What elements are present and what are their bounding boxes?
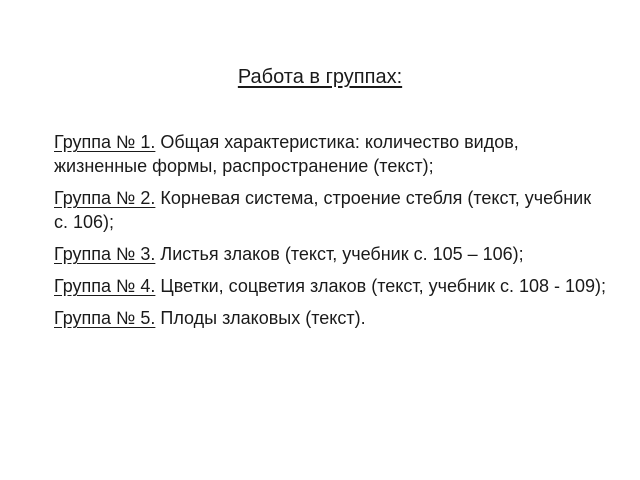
group-label-4: Группа № 4.	[54, 276, 156, 296]
slide-title-text: Работа в группах:	[237, 66, 403, 88]
slide-title	[0, 64, 640, 90]
group-text-4: Цветки, соцветия злаков (текст, учебник с. 108 - 109);	[155, 276, 606, 296]
group-label-2: Группа № 2.	[54, 188, 156, 208]
group-item-5	[54, 306, 610, 330]
group-label-5: Группа № 5.	[54, 308, 156, 328]
group-text-2: Корневая система, строение стебля (текст, учебник с. 106);	[54, 188, 592, 232]
group-item-1	[54, 130, 610, 178]
group-text-1: Общая характеристика: количество видов, жизненные формы, распространение (текст);	[54, 132, 519, 176]
group-item-4	[54, 274, 610, 298]
group-label-3: Группа № 3.	[54, 244, 156, 264]
group-item-3	[54, 242, 610, 266]
group-list	[54, 130, 610, 338]
group-label-1: Группа № 1.	[54, 132, 156, 152]
group-text-5: Плоды злаковых (текст).	[155, 308, 366, 328]
group-item-2	[54, 186, 610, 234]
group-text-3: Листья злаков (текст, учебник с. 105 – 106);	[155, 244, 524, 264]
